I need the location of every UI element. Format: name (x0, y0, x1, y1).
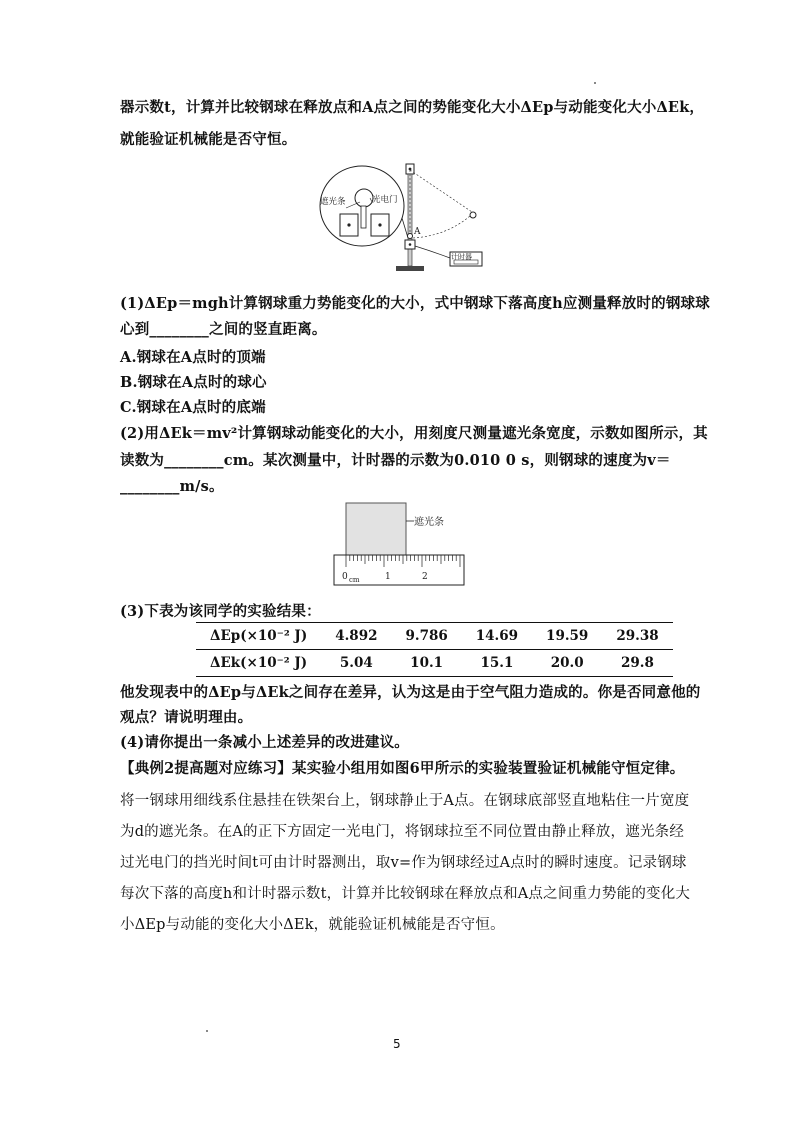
table-cell: 10.1 (391, 650, 461, 677)
scan-dot (594, 82, 596, 84)
question-2-line-3: ________m/s。 (120, 478, 224, 495)
row1-header: ΔEp(×10⁻² J) (196, 623, 321, 650)
results-table (196, 622, 673, 677)
question-4: (4)请你提出一条减小上述差异的改进建议。 (120, 734, 410, 751)
table-row (196, 623, 673, 650)
label-zheguang-ruler: 遮光条 (414, 517, 444, 528)
table-cell: 29.8 (602, 650, 672, 677)
example-line-5: 每次下落的高度h和计时器示数t，计算并比较钢球在释放点和A点之间重力势能的变化大 (120, 886, 691, 902)
question-1-line-2: 心到________之间的竖直距离。 (120, 321, 327, 338)
question-3-line-2: 他发现表中的ΔEp与ΔEk之间存在差异，认为这是由于空气阻力造成的。你是否同意他的 (120, 684, 701, 701)
tick-label-2: 2 (422, 572, 428, 582)
table-cell: 5.04 (321, 650, 391, 677)
question-3-line-3: 观点？请说明理由。 (120, 709, 253, 726)
tick-label-0: 0 (342, 572, 348, 582)
apparatus-figure (316, 160, 516, 278)
row2-header: ΔEk(×10⁻² J) (196, 650, 321, 677)
table-cell: 29.38 (602, 623, 672, 650)
example-line-1: 【典例2提高题对应练习】某实验小组用如图6甲所示的实验装置验证机械能守恒定律。 (120, 760, 685, 777)
label-timer: 计时器 (451, 253, 472, 261)
label-guangdianmen: 光电门 (372, 195, 398, 205)
scan-dot (206, 1030, 208, 1032)
text-line-1: 器示数t，计算并比较钢球在释放点和A点之间的势能变化大小ΔEp与动能变化大小ΔEk， (120, 99, 705, 116)
question-2-line-2: 读数为________cm。某次测量中，计时器的示数为0.010 0 s，则钢球的速度为v＝ (120, 452, 671, 469)
unit-label: cm (349, 576, 360, 584)
text-line-2: 就能验证机械能是否守恒。 (120, 131, 297, 148)
table-cell: 14.69 (462, 623, 532, 650)
option-b: B.钢球在A点时的球心 (120, 374, 267, 391)
question-1-line-1: (1)ΔEp＝mgh计算钢球重力势能变化的大小，式中钢球下落高度h应测量释放时的钢球球 (120, 295, 710, 312)
option-c: C.钢球在A点时的底端 (120, 399, 266, 416)
table-cell: 15.1 (462, 650, 532, 677)
table-cell: 9.786 (391, 623, 461, 650)
example-line-3: 为d的遮光条。在A的正下方固定一光电门，将钢球拉至不同位置由静止释放，遮光条经 (120, 824, 685, 840)
option-a: A.钢球在A点时的顶端 (120, 349, 266, 366)
question-2-line-1: (2)用ΔEk＝mv²计算钢球动能变化的大小，用刻度尺测量遮光条宽度，示数如图所示，其 (120, 425, 708, 442)
ruler-figure (330, 497, 470, 593)
table-cell: 20.0 (532, 650, 602, 677)
example-line-4: 过光电门的挡光时间t可由计时器测出，取v=作为钢球经过A点时的瞬时速度。记录钢球 (120, 855, 687, 871)
table-cell: 4.892 (321, 623, 391, 650)
label-A: A (414, 227, 421, 237)
table-cell: 19.59 (532, 623, 602, 650)
example-line-2: 将一钢球用细线系住悬挂在铁架台上，钢球静止于A点。在钢球底部竖直地粘住一片宽度 (120, 793, 690, 809)
tick-label-1: 1 (385, 572, 391, 582)
page-number: 5 (393, 1037, 401, 1051)
table-row (196, 650, 673, 677)
question-3: (3)下表为该同学的实验结果： (120, 603, 321, 620)
example-line-6: 小ΔEp与动能的变化大小ΔEk，就能验证机械能是否守恒。 (120, 917, 505, 933)
label-zheguang: 遮光条 (320, 197, 346, 207)
